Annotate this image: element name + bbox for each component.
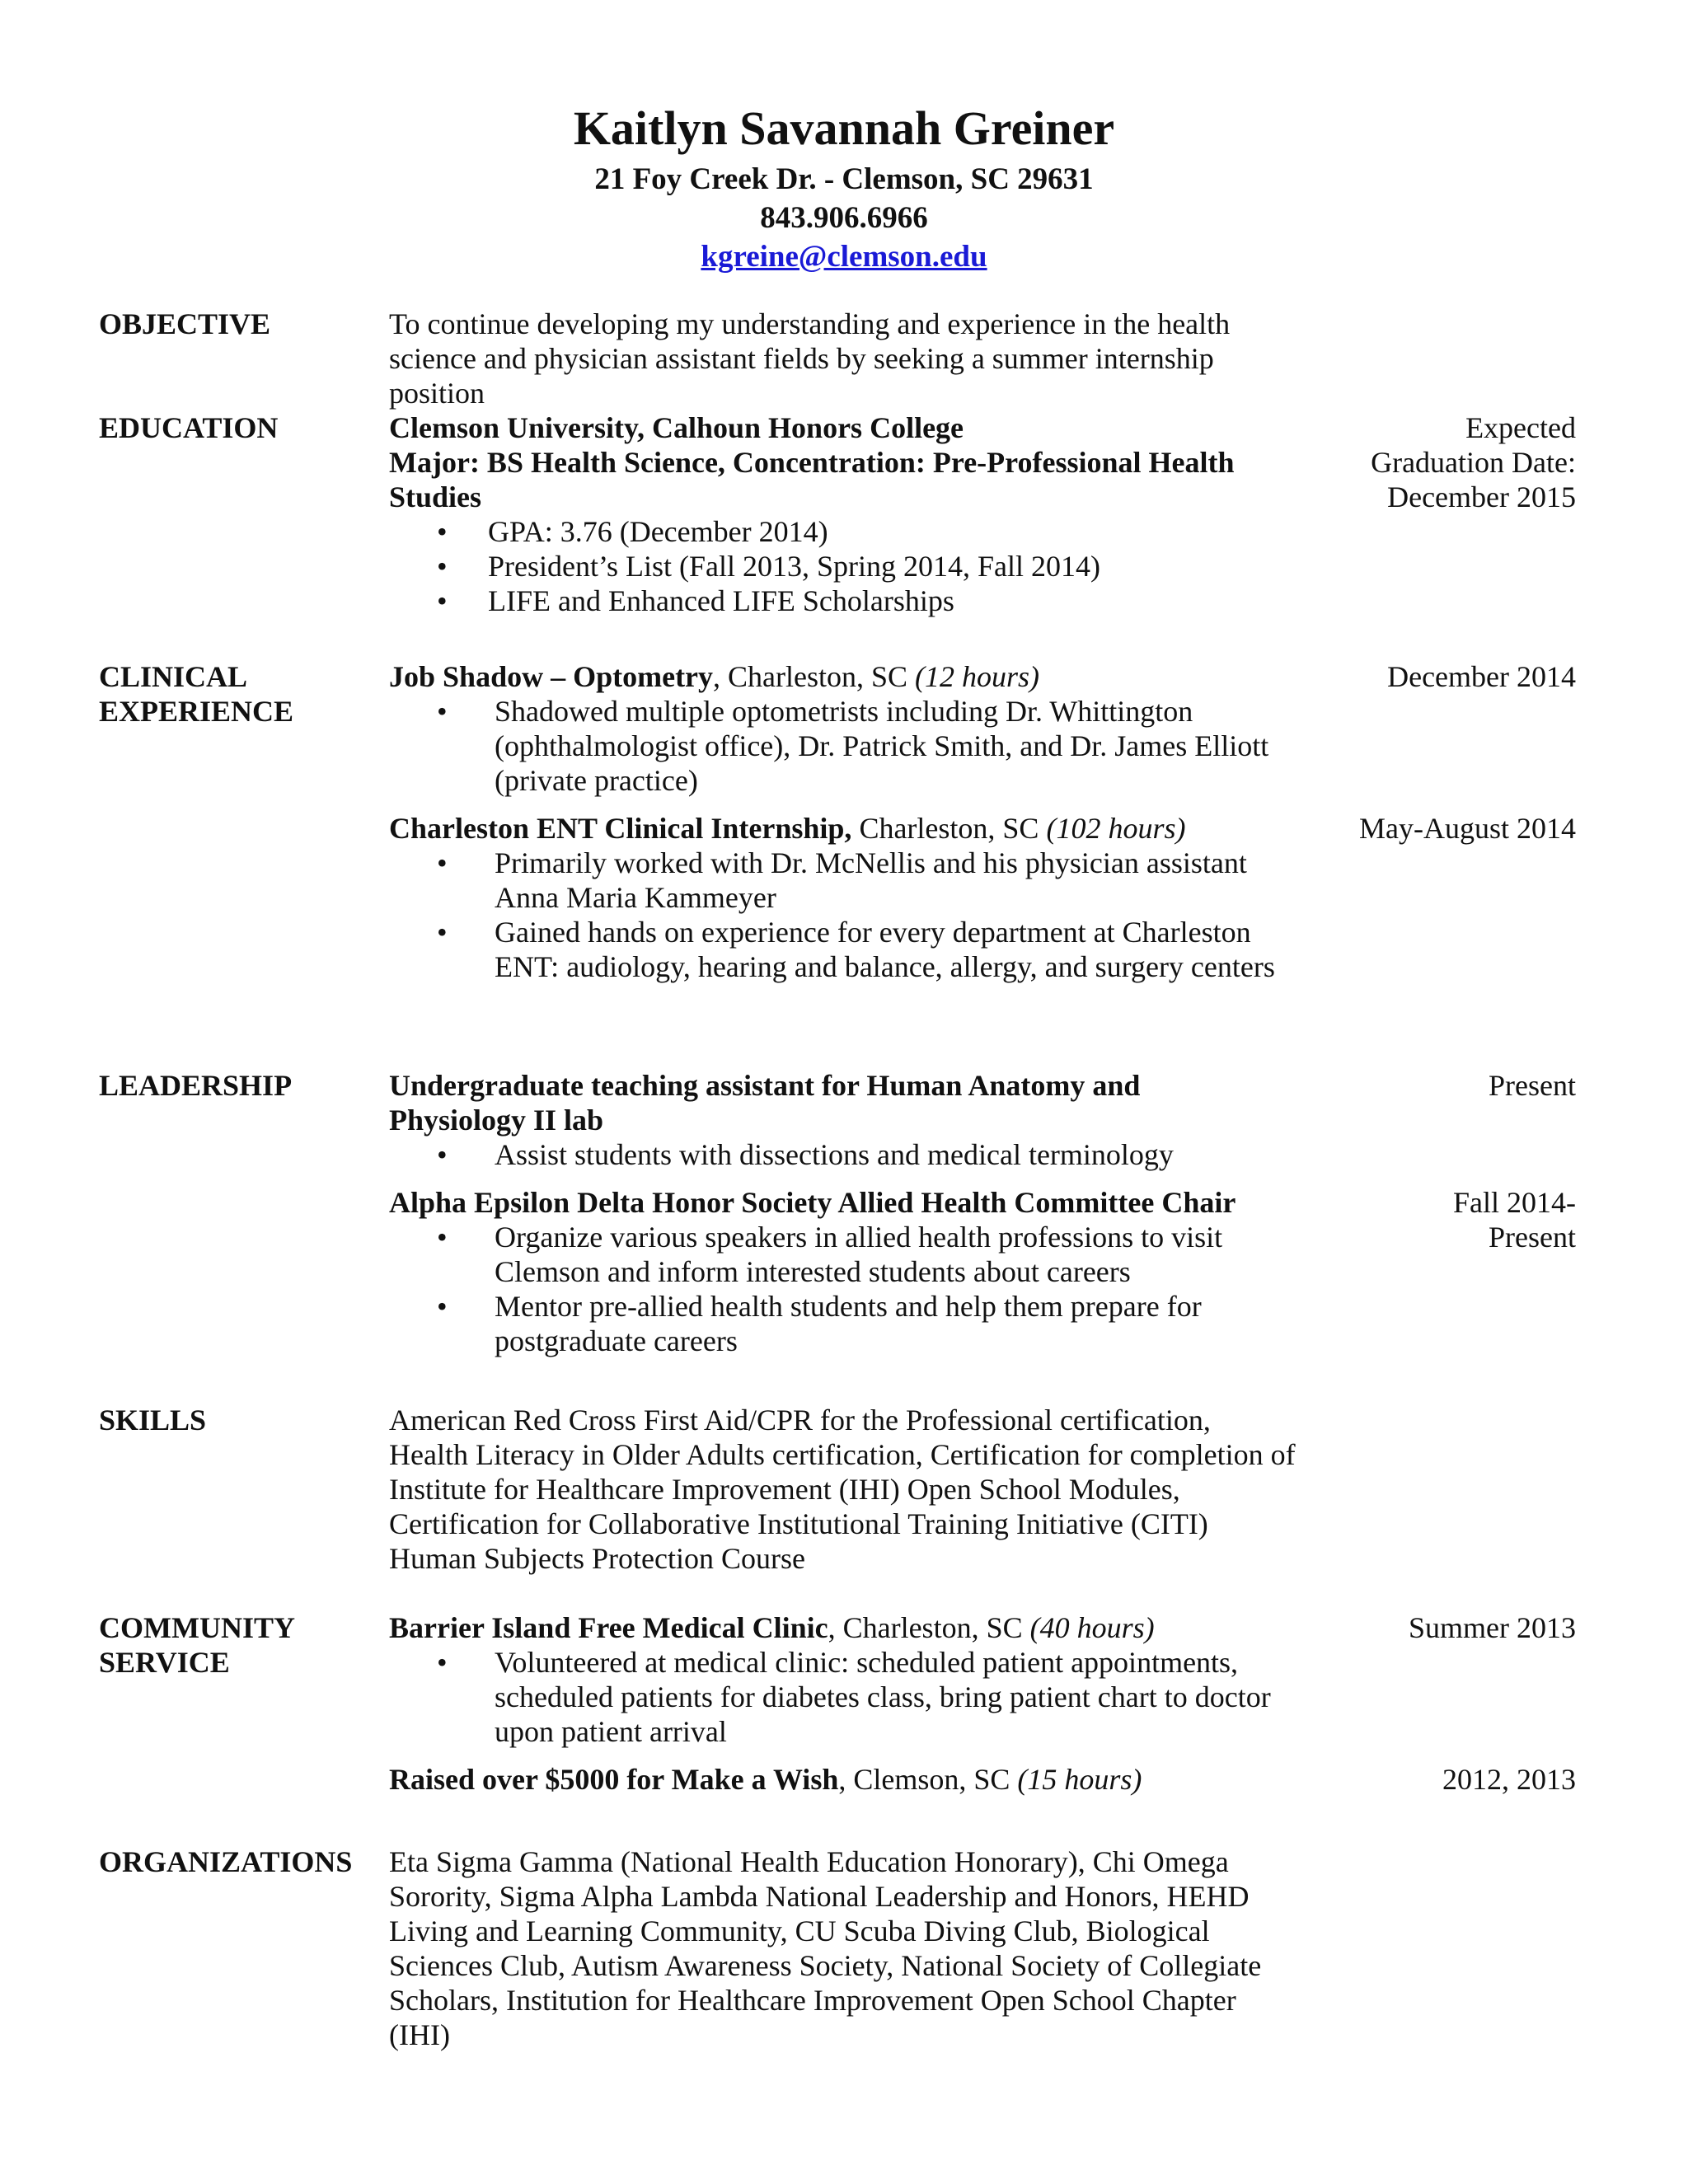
skills-text: American Red Cross First Aid/CPR for the Professional certification, Health Literacy in Older Adults certification, Certification for completion of Institute for Healthcare Improvement (IHI) Open School Modules, Certification for Collaborative Institutional Training Initiative (CITI) Human Subjects Protection Course (389, 1404, 1296, 1575)
education-entry (389, 410, 1576, 618)
entry-bullets (389, 846, 1296, 984)
entry-heading (389, 659, 1296, 694)
entry-date: May-August 2014 (1359, 812, 1576, 845)
clinical-content (389, 659, 1576, 996)
education-content (389, 410, 1576, 630)
entry-hours: (40 hours) (1029, 1611, 1155, 1644)
list-item: • Mentor pre-allied health students and help them prepare for postgraduate careers (389, 1289, 1296, 1358)
entry-title: Undergraduate teaching assistant for Human Anatomy and Physiology II lab (389, 1069, 1141, 1137)
entry-hours: (15 hours) (1017, 1763, 1142, 1796)
organizations-content (389, 1844, 1576, 2052)
education-bullets (389, 514, 1296, 618)
entry-date: 2012, 2013 (1442, 1763, 1576, 1796)
entry-bullets (389, 1220, 1296, 1358)
leadership-entry (389, 1185, 1576, 1358)
entry-bullets (389, 694, 1296, 798)
entry-title: Raised over $5000 for Make a Wish (389, 1763, 839, 1796)
entry-heading (389, 1610, 1296, 1645)
organizations-text: Eta Sigma Gamma (National Health Education Honorary), Chi Omega Sorority, Sigma Alpha Lambda National Leadership and Honors, HEHD Living and Learning Community, CU Scuba Diving Club, Biological Sciences Club, Autism Awareness Society, National Society of Collegiate Scholars, Institution for Healthcare Improvement Open School Chapter (IHI) (389, 1845, 1262, 2051)
entry-date: Fall 2014- Present (1453, 1186, 1576, 1254)
email-link[interactable]: kgreine@clemson.edu (701, 240, 987, 274)
list-item: • Volunteered at medical clinic: scheduled patient appointments, scheduled patients for diabetes class, bring patient chart to doctor upon patient arrival (389, 1645, 1296, 1749)
entry-location: Charleston, SC (851, 812, 1047, 845)
section-label-leadership: LEADERSHIP (99, 1069, 293, 1102)
resume-header (0, 97, 1688, 276)
section-label-clinical (99, 659, 379, 729)
clinical-entry (389, 659, 1576, 798)
list-item: • Assist students with dissections and medical terminology (389, 1137, 1296, 1172)
objective-content (389, 307, 1576, 410)
list-item: • GPA: 3.76 (December 2014) (389, 514, 1296, 549)
list-item: • Primarily worked with Dr. McNellis and his physician assistant Anna Maria Kammeyer (389, 846, 1296, 915)
entry-hours: (12 hours) (915, 660, 1040, 693)
entry-title: Job Shadow – Optometry (389, 660, 714, 693)
major: Major: BS Health Science, Concentration: Pre-Professional Health Studies (389, 446, 1235, 513)
leadership-content (389, 1068, 1576, 1370)
clinical-entry (389, 811, 1576, 984)
candidate-name: Kaitlyn Savannah Greiner (573, 101, 1115, 155)
list-item: • President’s List (Fall 2013, Spring 2014, Fall 2014) (389, 549, 1296, 583)
skills-content (389, 1403, 1576, 1576)
entry-bullets (389, 1645, 1296, 1749)
section-label-education: EDUCATION (99, 411, 279, 444)
entry-hours: (102 hours) (1046, 812, 1186, 845)
entry-location: , Charleston, SC (828, 1611, 1030, 1644)
section-label-line: COMMUNITY (99, 1611, 295, 1644)
section-label-organizations: ORGANIZATIONS (99, 1845, 353, 1878)
list-item: • Gained hands on experience for every department at Charleston ENT: audiology, hearing and balance, allergy, and surgery centers (389, 915, 1296, 984)
entry-date: December 2014 (1387, 660, 1576, 693)
entry-heading (389, 1762, 1296, 1797)
entry-location: , Clemson, SC (838, 1763, 1018, 1796)
graduation-date: Expected Graduation Date: December 2015 (1371, 411, 1576, 513)
section-label-line: SERVICE (99, 1646, 230, 1679)
section-label-line: EXPERIENCE (99, 695, 294, 728)
entry-date: Summer 2013 (1409, 1611, 1576, 1644)
entry-title: Alpha Epsilon Delta Honor Society Allied Health Committee Chair (389, 1186, 1236, 1219)
community-entry (389, 1762, 1576, 1797)
community-entry (389, 1610, 1576, 1749)
objective-text: To continue developing my understanding and experience in the health science and physician assistant fields by seeking a summer internship position (389, 307, 1231, 410)
entry-title: Barrier Island Free Medical Clinic (389, 1611, 828, 1644)
school-name: Clemson University, Calhoun Honors College (389, 411, 964, 444)
list-item: • Shadowed multiple optometrists including Dr. Whittington (ophthalmologist office), Dr. Patrick Smith, and Dr. James Elliott (private practice) (389, 694, 1296, 798)
phone-number: 843.906.6966 (760, 201, 928, 235)
entry-heading (389, 811, 1296, 846)
section-label-community (99, 1610, 379, 1680)
section-label-skills: SKILLS (99, 1404, 207, 1436)
entry-date: Present (1489, 1069, 1576, 1102)
list-item: • LIFE and Enhanced LIFE Scholarships (389, 583, 1296, 618)
section-label-objective: OBJECTIVE (99, 307, 271, 340)
community-content (389, 1610, 1576, 1808)
entry-bullets (389, 1137, 1296, 1172)
entry-title: Charleston ENT Clinical Internship, (389, 812, 852, 845)
entry-location: , Charleston, SC (713, 660, 916, 693)
list-item: • Organize various speakers in allied health professions to visit Clemson and inform interested students about careers (389, 1220, 1296, 1289)
section-label-line: CLINICAL (99, 660, 248, 693)
leadership-entry (389, 1068, 1576, 1172)
address: 21 Foy Creek Dr. - Clemson, SC 29631 (594, 162, 1094, 196)
